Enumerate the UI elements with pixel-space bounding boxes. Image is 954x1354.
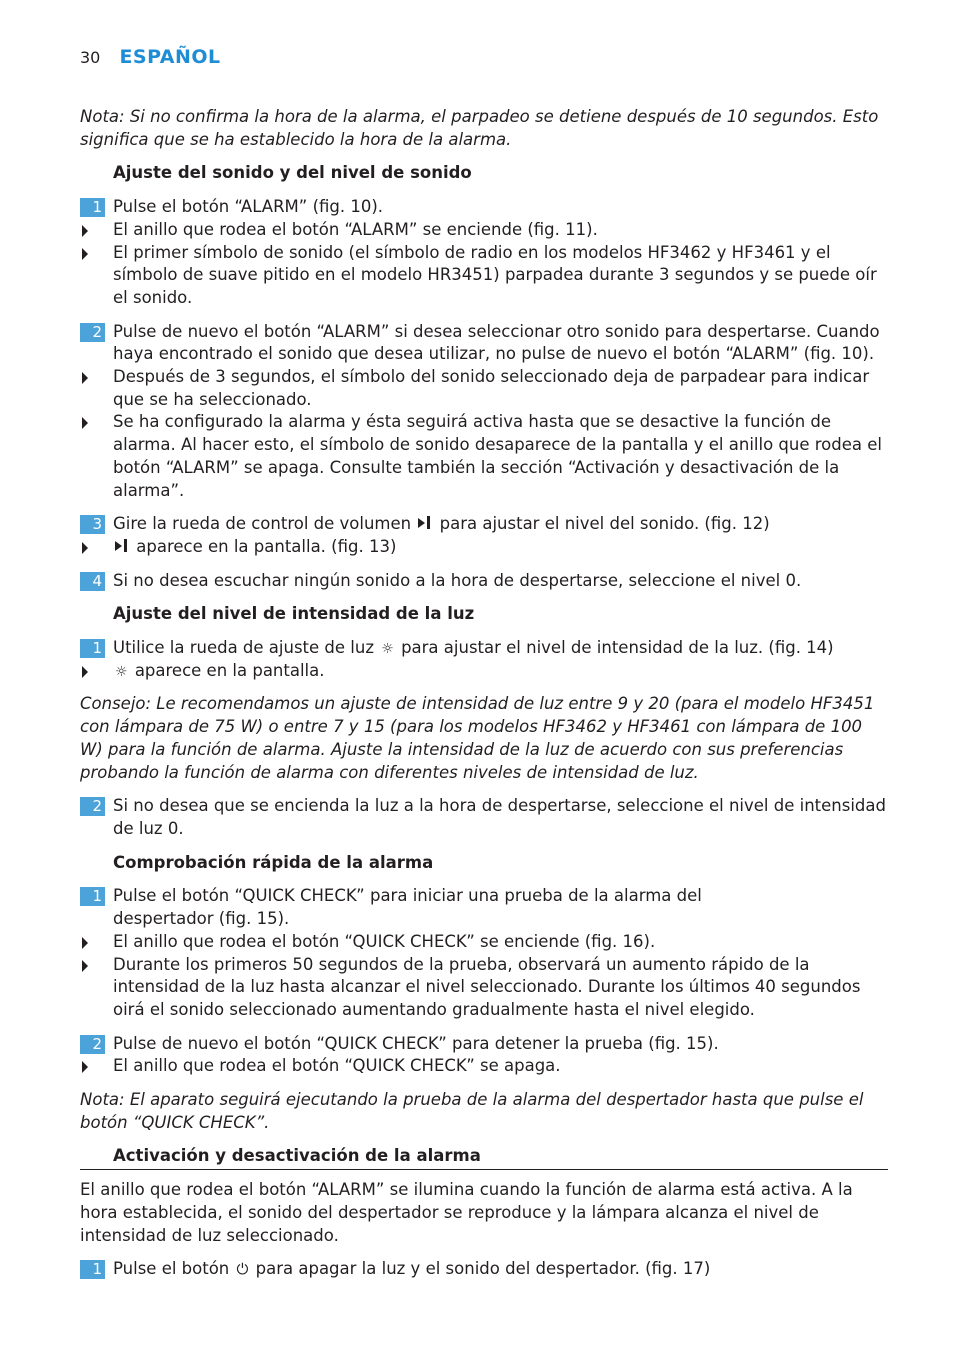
note-alarm-confirm: Nota: Si no confirma la hora de la alarma, el parpadeo se detiene después de 10 segundos. Esto significa que se ha establecido la hora de la alarma.	[80, 107, 879, 149]
bullet-arrow-icon	[82, 225, 88, 237]
heading-quick-check: Comprobación rápida de la alarma	[113, 852, 434, 872]
page-header	[80, 46, 221, 74]
step-text: Pulse de nuevo el botón “ALARM” si desea seleccionar otro sonido para despertarse. Cuando haya encontrado el sonido que desea utilizar, no pulse de nuevo el botón “ALARM” (fig. 10).	[113, 321, 880, 364]
bullet-text: Se ha configurado la alarma y ésta seguirá activa hasta que se desactive la función de alarma. Al hacer esto, el símbolo de sonido desaparece de la pantalla y el anillo que rodea el botón “ALARM” se apaga. Consulte también la sección “Activación y desactivación de la alarma”.	[113, 412, 882, 500]
bullet-arrow-icon	[82, 248, 88, 260]
bullet-text: Después de 3 segundos, el símbolo del sonido seleccionado deja de parpadear para indicar que se ha seleccionado.	[113, 367, 870, 409]
bullet-text: El anillo que rodea el botón “QUICK CHECK” se apaga.	[113, 1056, 561, 1076]
volume-icon	[115, 539, 129, 553]
bullet-arrow-icon	[82, 937, 88, 949]
page-content	[80, 106, 888, 1281]
bullet-arrow-icon	[82, 1061, 88, 1073]
result-bullet	[80, 219, 888, 242]
bullet-arrow-icon	[82, 666, 88, 678]
bullet-text: Durante los primeros 50 segundos de la prueba, observará un aumento rápido de la intensidad de la luz hasta alcanzar el nivel seleccionado. Durante los últimos 40 segundos oirá el sonido seleccionado aumentando gradualmente hasta el nivel elegido.	[113, 954, 861, 1019]
page-number: 30	[80, 48, 101, 67]
step-text: Pulse el botón “QUICK CHECK” para iniciar una prueba de la alarma del despertador (fig. 15).	[113, 886, 702, 929]
result-bullet	[80, 660, 888, 683]
step-number-badge: 2	[80, 797, 105, 816]
step-1	[80, 196, 888, 219]
volume-icon	[418, 516, 432, 530]
step-number-badge: 3	[80, 515, 105, 534]
step-text: Pulse de nuevo el botón “QUICK CHECK” para detener la prueba (fig. 15).	[113, 1033, 719, 1053]
section-language: ESPAÑOL	[119, 46, 221, 68]
step-2	[80, 1033, 888, 1056]
step-4	[80, 570, 888, 593]
light-icon: ☼	[115, 663, 128, 680]
step-number-badge: 2	[80, 323, 105, 342]
heading-alarm-activation: Activación y desactivación de la alarma	[80, 1145, 888, 1170]
result-bullet	[80, 931, 888, 954]
step-number-badge: 4	[80, 572, 105, 591]
step-2	[80, 321, 888, 366]
step-text: Pulse el botón	[113, 1259, 230, 1279]
step-number-badge: 1	[80, 887, 105, 906]
step-text: para ajustar el nivel del sonido. (fig. 12)	[439, 514, 770, 534]
step-number-badge: 2	[80, 1035, 105, 1054]
bullet-text: El anillo que rodea el botón “ALARM” se enciende (fig. 11).	[113, 219, 598, 239]
step-text: Si no desea escuchar ningún sonido a la hora de despertarse, seleccione el nivel 0.	[113, 570, 802, 590]
step-number-badge: 1	[80, 198, 105, 217]
result-bullet	[80, 954, 888, 1022]
step-text: Utilice la rueda de ajuste de luz	[113, 638, 374, 658]
result-bullet	[80, 366, 888, 411]
power-icon: ⏻	[236, 1260, 249, 1279]
light-icon: ☼	[381, 641, 394, 658]
step-text: para ajustar el nivel de intensidad de la luz. (fig. 14)	[401, 638, 834, 658]
note-quick-check: Nota: El aparato seguirá ejecutando la prueba de la alarma del despertador hasta que pulse el botón “QUICK CHECK”.	[80, 1090, 864, 1132]
step-3	[80, 513, 888, 536]
heading-light-intensity: Ajuste del nivel de intensidad de la luz	[113, 604, 475, 624]
step-1	[80, 1258, 888, 1281]
bullet-text: El anillo que rodea el botón “QUICK CHECK” se enciende (fig. 16).	[113, 931, 656, 951]
paragraph-alarm-activation: El anillo que rodea el botón “ALARM” se ilumina cuando la función de alarma está activa. A la hora establecida, el sonido del despertador se reproduce y la lámpara alcanza el nivel de intensidad de luz seleccionado.	[80, 1180, 853, 1245]
step-text: Gire la rueda de control de volumen	[113, 514, 412, 534]
result-bullet	[80, 242, 888, 310]
tip-light-intensity: Consejo: Le recomendamos un ajuste de intensidad de luz entre 9 y 20 (para el modelo HF3451 con lámpara de 75 W) o entre 7 y 15 (para los modelos HF3462 y HF3461 con lámpara de 100 W) para la función de alarma. Ajuste la intensidad de la luz de acuerdo con sus preferencias probando la función de alarma con diferentes niveles de intensidad de luz.	[80, 694, 875, 782]
step-text: para apagar la luz y el sonido del despertador. (fig. 17)	[255, 1259, 711, 1279]
result-bullet	[80, 536, 888, 559]
step-number-badge: 1	[80, 1260, 105, 1279]
bullet-arrow-icon	[82, 417, 88, 429]
bullet-text: El primer símbolo de sonido (el símbolo de radio en los modelos HF3462 y HF3461 y el símbolo de suave pitido en el modelo HR3451) parpadea durante 3 segundos y se puede oír el sonido.	[113, 242, 877, 307]
bullet-arrow-icon	[82, 960, 88, 972]
step-text: Si no desea que se encienda la luz a la hora de despertarse, seleccione el nivel de intensidad de luz 0.	[113, 796, 886, 838]
bullet-arrow-icon	[82, 542, 88, 554]
step-number-badge: 1	[80, 639, 105, 658]
bullet-text: aparece en la pantalla.	[134, 660, 325, 680]
step-1	[80, 637, 888, 660]
heading-sound-settings: Ajuste del sonido y del nivel de sonido	[113, 163, 472, 183]
bullet-text: aparece en la pantalla. (fig. 13)	[136, 536, 397, 556]
step-2	[80, 795, 888, 840]
step-text: Pulse el botón “ALARM” (fig. 10).	[113, 197, 384, 217]
step-1	[80, 885, 888, 930]
bullet-arrow-icon	[82, 372, 88, 384]
result-bullet	[80, 411, 888, 502]
result-bullet	[80, 1055, 888, 1078]
